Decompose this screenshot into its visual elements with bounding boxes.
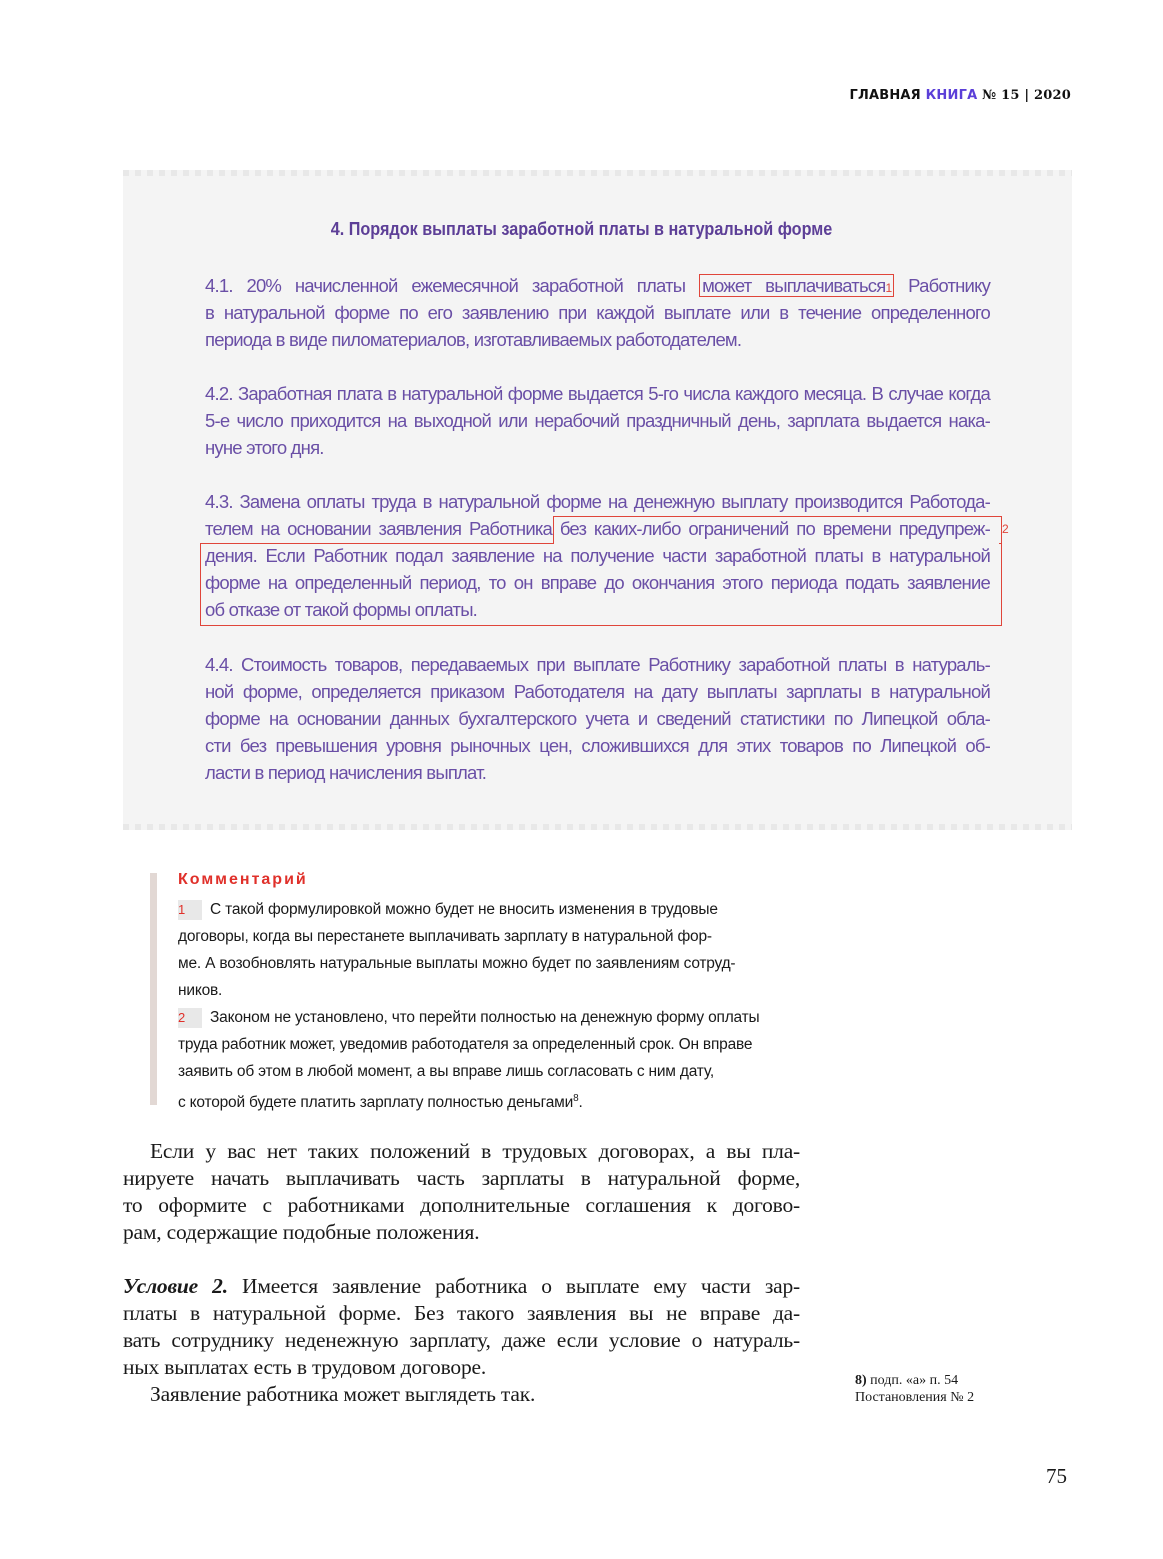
- text-line: ников.: [178, 982, 223, 999]
- comment-2: [178, 1004, 798, 1112]
- text-line: [178, 1004, 798, 1031]
- text-line: в натуральной форме по его заявлению при каждой выплате или в течение определенного: [205, 302, 990, 323]
- text: без каких-либо ограничений по времени предупреж-: [559, 518, 990, 539]
- text-line: форме на основании данных бухгалтерского учета и сведений статистики по Липецкой обла-: [205, 708, 990, 729]
- text-line: периода в виде пиломатериалов, изготавливаемых работодателем.: [205, 329, 742, 350]
- comment-1: [178, 896, 798, 1004]
- footnote-ref: 8: [573, 1093, 579, 1104]
- text-line: рам, содержащие подобные положения.: [123, 1220, 480, 1244]
- text-line: 5-е число приходится на выходной или нерабочий праздничный день, зарплата выдается нака-: [205, 410, 990, 431]
- comment-bar: [150, 873, 157, 1105]
- body-paragraph-1: [123, 1138, 800, 1246]
- footnote: [855, 1372, 974, 1406]
- brand-name: ГЛАВНАЯ: [849, 88, 921, 103]
- clause-4-2: [205, 380, 990, 461]
- text-line: ной форме, определяется приказом Работодателя на дату выплаты зарплаты в натуральной: [205, 681, 990, 702]
- brand-name-accent: КНИГА: [925, 88, 978, 103]
- text-line: ных выплатах есть в трудовом договоре.: [123, 1355, 487, 1379]
- text-line: [123, 1273, 800, 1300]
- text-line: [205, 515, 990, 542]
- text-line: Заявление работника может выглядеть так.: [150, 1382, 536, 1406]
- text-line: [178, 896, 798, 923]
- comment-number: 1: [178, 900, 202, 920]
- text-line: нуне этого дня.: [205, 437, 324, 458]
- text: Работнику: [908, 275, 991, 296]
- text: .: [578, 1094, 583, 1112]
- text: может выплачиваться: [702, 275, 886, 296]
- issue-number: № 15 | 2020: [982, 88, 1071, 103]
- condition-label-bold: [123, 1274, 228, 1298]
- text-line: договоры, когда вы перестанете выплачивать зарплату в натуральной фор-: [178, 928, 712, 945]
- comment-marker: 1: [885, 281, 892, 295]
- text-line: вать сотруднику неденежную зарплату, даже если условие о натураль-: [123, 1328, 800, 1352]
- text-line: 4.4. Стоимость товаров, передаваемых при выплате Работнику заработной платы в натураль-: [205, 654, 990, 675]
- clause-4-1: [205, 272, 990, 353]
- text-line: нируете начать выплачивать часть зарплаты в натуральной форме,: [123, 1166, 800, 1190]
- text-line: [178, 1085, 798, 1112]
- text: 4.1. 20% начисленной ежемесячной заработной платы: [205, 275, 686, 296]
- clause-4-3: [205, 488, 990, 623]
- clause-4-4: [205, 651, 990, 786]
- text-line: то оформите с работниками дополнительные соглашения к догово-: [123, 1193, 800, 1217]
- comment-title: Комментарий: [178, 871, 308, 888]
- text: Постановления № 2: [855, 1390, 975, 1405]
- text-line: форме на определенный период, то он вправе до окончания этого периода подать заявление: [205, 572, 990, 593]
- body-paragraph-2: [123, 1273, 800, 1408]
- text-line: об отказе от такой формы оплаты.: [205, 599, 478, 620]
- text-line: платы в натуральной форме. Без такого заявления вы не вправе да-: [123, 1301, 800, 1325]
- text-line: ласти в период начисления выплат.: [205, 762, 487, 783]
- text-line: заявить об этом в любой момент, а вы вправе лишь согласовать с ним дату,: [178, 1063, 714, 1080]
- footnote-number: 8): [855, 1373, 867, 1388]
- text-line: 4.2. Заработная плата в натуральной форме выдается 5-го числа каждого месяца. В случае когда: [205, 383, 990, 404]
- text-line: [205, 272, 990, 299]
- text: С такой формулировкой можно будет не вносить изменения в трудовые: [210, 901, 718, 918]
- text: подп. «а» п. 54: [870, 1373, 959, 1388]
- text: с которой будете платить зарплату полностью деньгами: [178, 1094, 574, 1112]
- text-line: Если у вас нет таких положений в трудовых договорах, а вы пла-: [150, 1139, 800, 1163]
- text-line: дения. Если Работник подал заявление на получение части заработной платы в натуральной: [205, 545, 990, 566]
- page-number: 75: [1046, 1464, 1067, 1488]
- highlighted-phrase: [699, 274, 894, 297]
- running-header: [849, 88, 1071, 103]
- text-line: 4.3. Замена оплаты труда в натуральной форме на денежную выплату производится Работода-: [205, 491, 990, 512]
- text: Имеется заявление работника о выплате ему части зар-: [242, 1274, 800, 1298]
- excerpt-title: 4. Порядок выплаты заработной платы в натуральной форме: [330, 219, 833, 239]
- text-line: труда работник может, уведомив работодателя за определенный срок. Он вправе: [178, 1036, 753, 1053]
- condition-label: Условие 2.: [123, 1274, 228, 1298]
- text: Законом не установлено, что перейти полностью на денежную форму оплаты: [210, 1009, 760, 1026]
- text: телем на основании заявления Работника: [205, 518, 553, 539]
- comment-number: 2: [178, 1008, 202, 1028]
- comment-marker: 2: [1002, 522, 1009, 536]
- text-line: сти без превышения уровня рыночных цен, сложившихся для этих товаров по Липецкой об-: [205, 735, 990, 756]
- text-line: ме. А возобновлять натуральные выплаты можно будет по заявлениям сотруд-: [178, 955, 736, 972]
